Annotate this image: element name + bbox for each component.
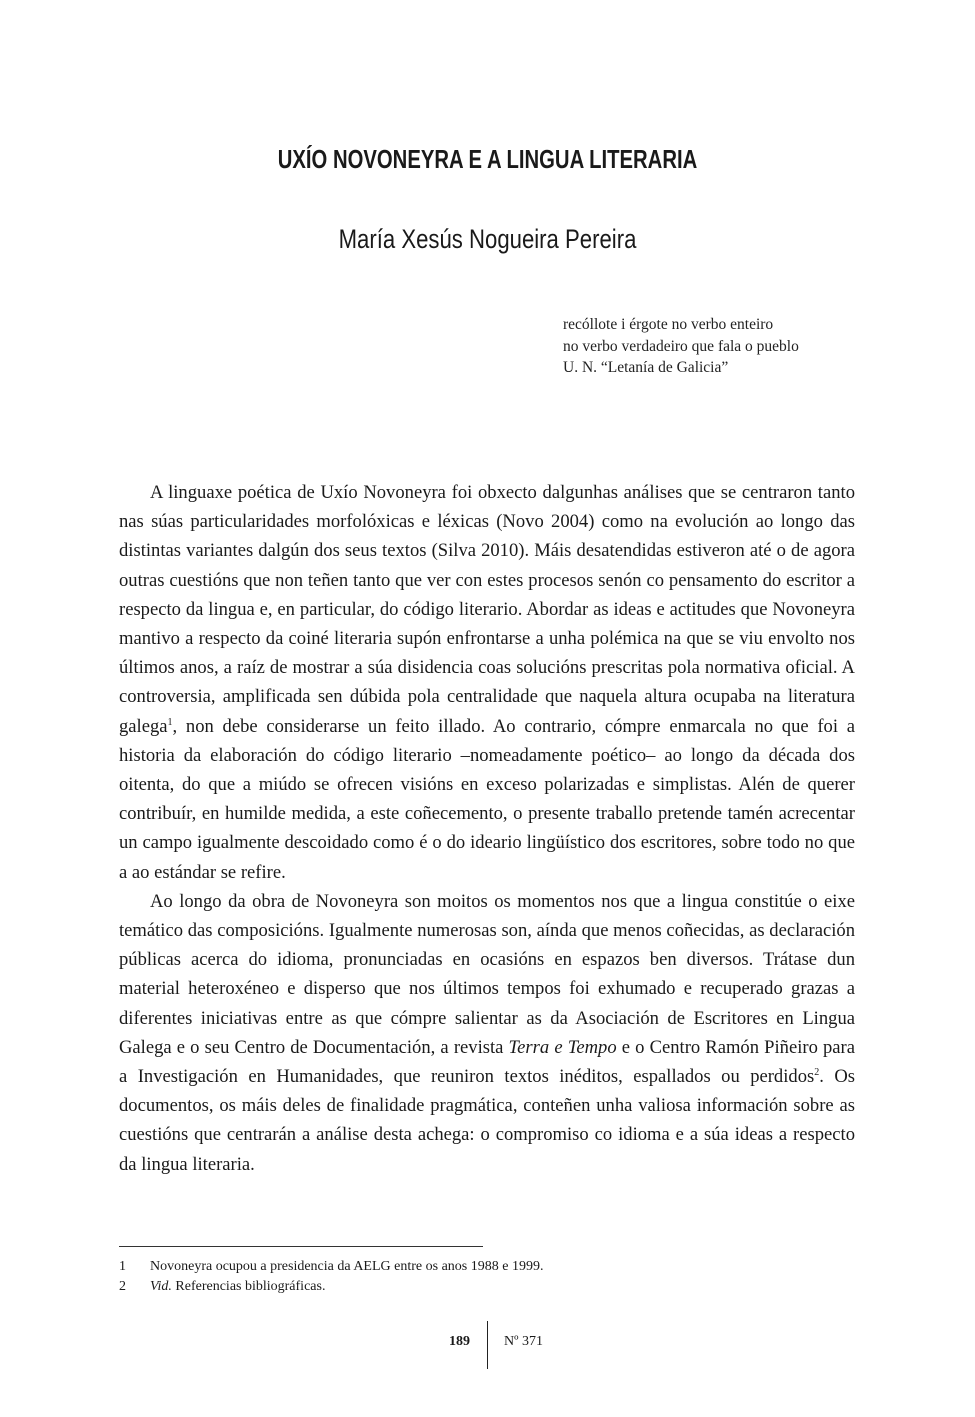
paragraph-text: Ao longo da obra de Novoneyra son moitos os momentos nos que a lingua constitúe o eixe temático das composicións. Igualmente numerosas son, aínda que menos coñecidas, as declaración públicas acerca do idioma, pronunciadas en ocasións en espazos ben diversos. Trátase dun material heteroxéneo e disperso que nos últimos tempos foi exhumado e recuperado grazas a diferentes iniciativas entre as que cómpre salientar as da Asociación de Escritores en Lingua Galega e o seu Centro de Documentación, a revista: [119, 890, 855, 1058]
paragraph-text: e o Centro Ramón Piñeiro para a Investigación en Humanidades, que reuniron textos inéditos, espallados ou perdidos: [119, 1036, 855, 1088]
page-footer: [0, 1321, 975, 1369]
epigraph-line: recóllote i érgote no verbo enteiro: [563, 316, 774, 333]
footnote-number: 2: [119, 1279, 126, 1294]
paragraph: [119, 478, 855, 887]
footnote: [119, 1277, 855, 1297]
paragraph-text: , non debe considerarse un feito illado. Ao contrario, cómpre enmarcala no que foi a historia da elaboración do código literario –nomeadamente poético– ao longo da década dos oitenta, do que a miúdo se ofrecen visións en exceso polarizadas e simplistas. Alén de querer contribuír, en humilde medida, a este coñecemento, o presente traballo pretende tamén acrecentar un campo igualmente descoidado como é o do ideario lingüístico dos escritores, sobre todo no que a ao estándar se refire.: [119, 715, 855, 883]
footnote-text: Novoneyra ocupou a presidencia da AELG entre os anos 1988 e 1999.: [150, 1259, 544, 1274]
epigraph-attribution: U. N. “Letanía de Galicia”: [563, 359, 729, 376]
footnote-text: Referencias bibliográficas.: [171, 1279, 326, 1294]
footnote-ref[interactable]: 1: [167, 716, 173, 728]
footnote: [119, 1257, 855, 1277]
footnote-italic: Vid.: [150, 1279, 172, 1294]
paragraph-text: A linguaxe poética de Uxío Novoneyra foi obxecto dalgunhas análises que se centraron tanto nas súas particularidades morfolóxicas e léxicas (Novo 2004) como na evolución ao longo das distintas variantes dalgún dos seus textos (Silva 2010). Máis desatendidas estiveron até o de agora outras cuestións que non teñen tanto que ver con estes procesos senón co pensamento do escritor a respecto da lingua e, en particular, do código literario. Abordar as ideas e actitudes que Novoneyra mantivo a respecto da coiné literaria supón enfrontarse a unha polémica na que se viu envolto nos últimos anos, a raíz de mostrar a súa disidencia coas solucións prescritas pola normativa oficial. A controversia, amplificada sen dúbida pola centralidade que naquela altura ocupaba na literatura galega: [119, 482, 855, 737]
issue-number: Nº 371: [504, 1334, 543, 1349]
page-number: 189: [449, 1334, 470, 1349]
article-body: [119, 478, 855, 1179]
footnote-ref[interactable]: 2: [814, 1066, 820, 1078]
footnote-divider: [119, 1246, 483, 1247]
footnote-number: 1: [119, 1259, 126, 1274]
journal-title: Terra e Tempo: [508, 1036, 617, 1058]
footnotes: [119, 1257, 855, 1297]
paragraph: [119, 887, 855, 1179]
article-author: María Xesús Nogueira Pereira: [338, 224, 637, 254]
paragraph-text: . Os documentos, os máis deles de finalidade pragmática, conteñen unha valiosa información sobre as cuestións que centrarán a análise desta achega: o compromiso co idioma e a súa ideas a respecto da lingua literaria.: [119, 1066, 855, 1175]
footer-divider: [487, 1321, 488, 1369]
article-title: UXÍO NOVONEYRA E A LINGUA LITERARIA: [277, 144, 698, 174]
epigraph: [563, 314, 903, 379]
epigraph-line: no verbo verdadeiro que fala o pueblo: [563, 337, 799, 355]
footnote-content: [150, 1277, 325, 1297]
